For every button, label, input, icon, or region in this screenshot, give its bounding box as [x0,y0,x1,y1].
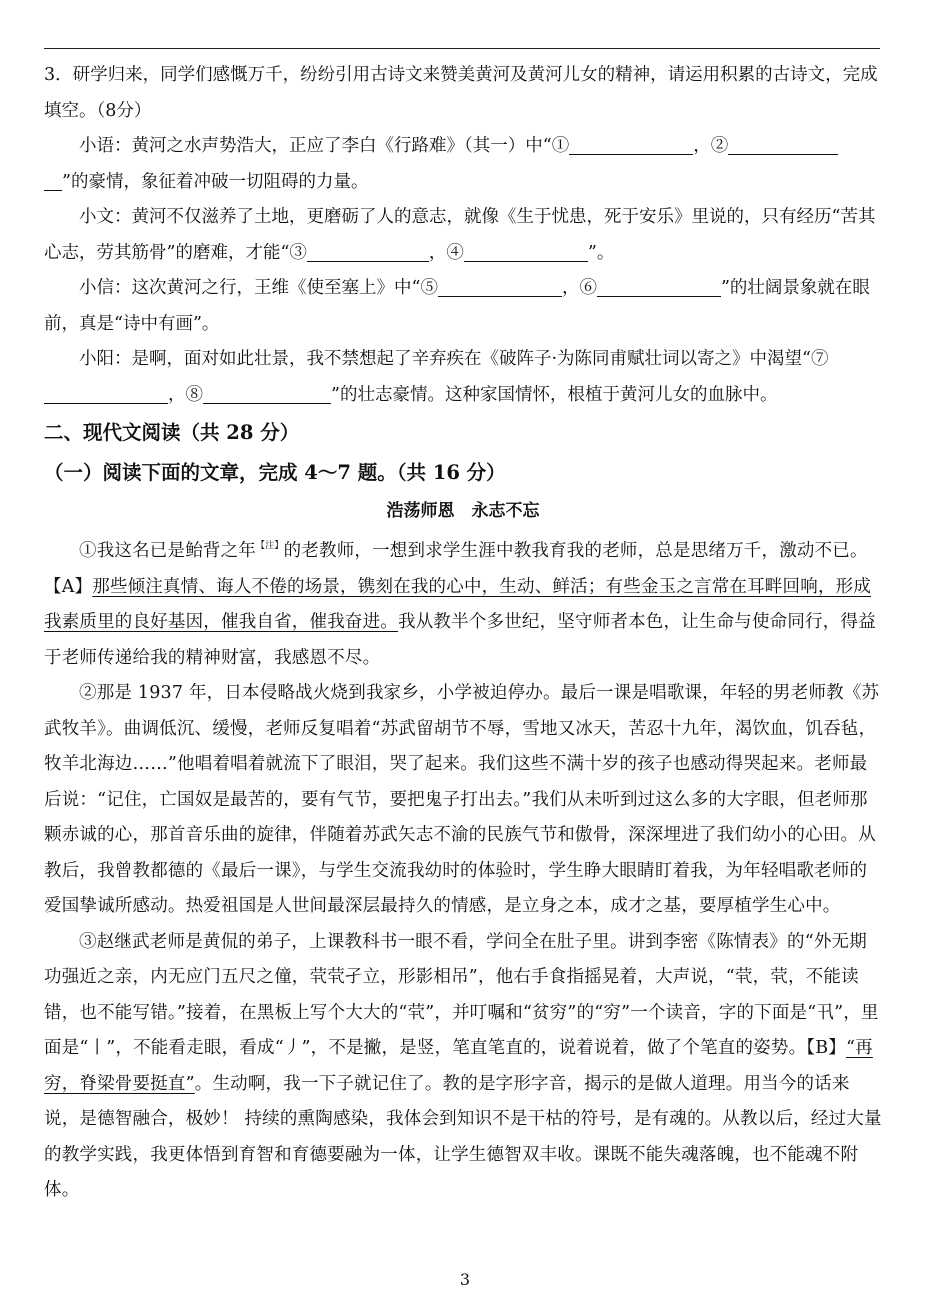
dialogue-xiaowen [44,200,882,271]
top-rule [44,48,880,49]
xiaoyu-text-c: ”的豪情，象征着冲破一切阻碍的力量。 [62,171,369,192]
p1-underlined-sentence: 那些倾注真情、诲人不倦的场景，镌刻在我的心中，生动、鲜活；有些金玉之言常在耳畔回响，形成我素质里的良好基因，催我自省，催我奋进。 [44,576,872,632]
blank-4[interactable] [464,239,588,262]
p1-text-b: 的老教师，一想到求学生涯中教我育我的老师，总是思绪万千，激动不已。【A】 [44,541,868,597]
article-title: 浩荡师恩 永志不忘 [386,501,540,521]
blank-2[interactable] [728,132,838,155]
blank-7[interactable] [44,381,168,404]
xiaoyu-text-b: ，② [693,136,729,156]
p3-underlined-sentence: “再穷，脊梁骨要挺直” [44,1038,873,1094]
xiaowen-text-a: 小文：黄河不仅滋养了土地，更磨砺了人的意志，就像《生于忧患，死于安乐》里说的，只有经历“苦其心志，劳其筋骨”的磨难，才能“③ [44,207,876,263]
xiaoyang-text-c: ”的壮志豪情。这种家国情怀，根植于黄河儿女的血脉中。 [331,384,778,405]
question-3-intro: 3．研学归来，同学们感慨万千，纷纷引用古诗文来赞美黄河及黄河儿女的精神，请运用积累的古诗文，完成填空。（8分） [44,65,878,121]
article-paragraph-3 [44,925,882,1209]
blank-1[interactable] [569,132,693,155]
article-paragraph-1 [44,529,882,676]
p1-text-c: 我从教半个多世纪，坚守师者本色，让生命与使命同行，得益于老师传递给我的精神财富，我感恩不尽。 [44,612,876,668]
xiaoxin-text-c: ”的壮阔景象就在眼前，真是“诗中有画”。 [44,278,870,334]
xiaoyang-text-b: ，⑧ [168,384,203,405]
blank-3[interactable] [307,239,429,262]
xiaoyu-text-a: 小语：黄河之水声势浩大，正应了李白《行路难》（其一）中“① [79,136,570,156]
p3-text-b: 。生动啊，我一下子就记住了。教的是字形字音，揭示的是做人道理。用当今的话来说，是德智融合，极妙！ 持续的熏陶感染，我体会到知识不是干枯的符号，是有魂的。从教以后，经过大量的教学实践，我更体悟到育智和育德要融为一体，让学生德智双丰收。课既不能失魂落魄，也不能魂不附体。 [44,1073,882,1200]
blank-8[interactable] [203,381,331,404]
xiaowen-text-c: ”。 [587,242,615,263]
blank-5[interactable] [438,274,562,297]
blank-6[interactable] [597,274,721,297]
xiaoxin-text-a: 小信：这次黄河之行，王维《使至塞上》中“⑤ [79,278,438,298]
part-1-heading: （一）阅读下面的文章，完成 4～7 题。（共 16 分） [44,461,506,484]
dialogue-xiaoyang [44,342,882,413]
dialogue-xiaoxin [44,271,882,342]
footnote-marker: 【注】 [256,541,284,551]
p1-text-a: ①我这名已是鲐背之年 [79,541,256,561]
dialogue-xiaoyu [44,129,882,200]
blank-2-continued[interactable] [44,168,62,191]
article-paragraph-2: ②那是 1937 年，日本侵略战火烧到我家乡，小学被迫停办。最后一课是唱歌课，年轻的男老师教《苏武牧羊》。曲调低沉、缓慢，老师反复唱着“苏武留胡节不辱，雪地又冰天，苦忍十九年，渴饮血，饥吞毡，牧羊北海边……”他唱着唱着就流下了眼泪，哭了起来。我们这些不满十岁的孩子也感动得哭起来。老师最后说：“记住，亡国奴是最苦的，要有气节，要把鬼子打出去。”我们从未听到过这么多的大字眼，但老师那颗赤诚的心，那首音乐曲的旋律，伴随着苏武矢志不渝的民族气节和傲骨，深深埋进了我们幼小的心田。从教后，我曾教都德的《最后一课》，与学生交流我幼时的体验时，学生睁大眼睛盯着我，为年轻唱歌老师的爱国挚诚所感动。热爱祖国是人世间最深层最持久的情感，是立身之本，成才之基，要厚植学生心中。 [44,683,880,916]
xiaoyang-text-a: 小阳：是啊，面对如此壮景，我不禁想起了辛弃疾在《破阵子·为陈同甫赋壮词以寄之》中渴望“⑦ [79,349,829,369]
page-number: 3 [459,1270,471,1289]
section-2-heading: 二、现代文阅读（共 28 分） [44,421,300,444]
p3-text-a: ③赵继武老师是黄侃的弟子，上课教科书一眼不看，学问全在肚子里。讲到李密《陈情表》的“外无期功强近之亲，内无应门五尺之僮，茕茕孑立，形影相吊”，他右手食指摇晃着，大声说，“茕，茕，不能读错，也不能写错。”接着，在黑板上写个大大的“茕”，并叮嘱和“贫穷”的“穷”一个读音，字的下面是“卂”，里面是“丨”，不能看走眼，看成“丿”，不是撇，是竖，笔直笔直的，说着说着，做了个笔直的姿势。【B】 [44,931,879,1058]
page-content [44,58,882,1209]
xiaoxin-text-b: ，⑥ [561,278,597,298]
xiaowen-text-b: ，④ [428,242,464,263]
